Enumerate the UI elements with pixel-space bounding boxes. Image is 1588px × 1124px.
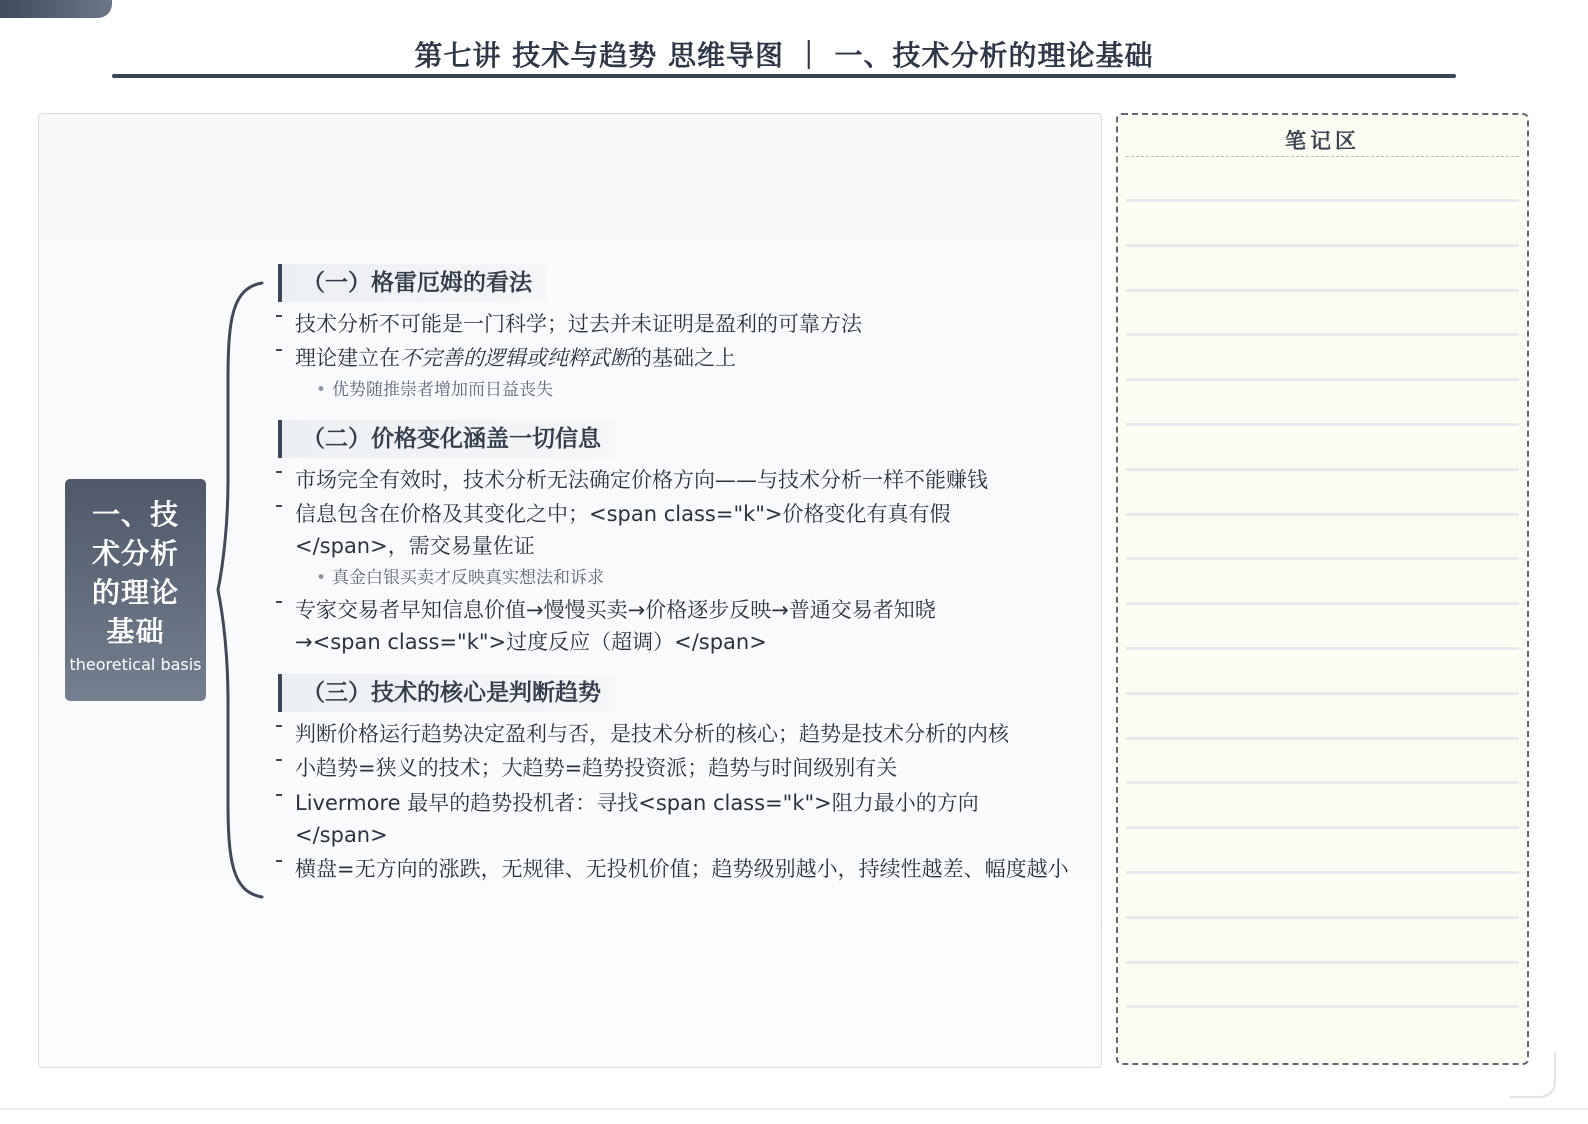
page-title: 第七讲 技术与趋势 思维导图 ｜ 一、技术分析的理论基础 [414,39,1154,72]
bullet-dot [276,794,282,798]
note-line [1126,602,1519,605]
note-line [1126,826,1519,829]
title-underline [112,74,1456,78]
notes-title: 笔记区 [1285,129,1360,153]
note-line [1126,199,1519,202]
bullet-item: 专家交易者早知信息价值→慢慢买卖→价格逐步反映→普通交易者知晓→<span class="k">过度反应（超调）</span> [276,594,1006,658]
note-line [1126,692,1519,695]
note-line [1126,378,1519,381]
bullet-item: 小趋势=狭义的技术；大趋势=趋势投资派；趋势与时间级别有关 [276,752,1076,784]
bullet-item: 判断价格运行趋势决定盈利与否，是技术分析的核心；趋势是技术分析的内核 [276,718,1076,750]
note-line [1126,468,1519,471]
sub-bullet-dot: • [316,568,327,588]
notes-panel[interactable] [1116,113,1529,1065]
corner-tab-decoration [0,0,112,18]
note-line [1126,557,1519,560]
note-line [1126,423,1519,426]
note-line [1126,781,1519,784]
section-heading-2: （二）价格变化涵盖一切信息 [278,420,615,458]
note-line [1126,916,1519,919]
note-line [1126,1005,1519,1008]
bullet-dot [276,315,282,319]
bullet-dot [276,601,282,605]
bullet-dot [276,759,282,763]
bullet-item: 信息包含在价格及其变化之中；<span class="k">价格变化有真有假</span>，需交易量佐证 [276,498,996,562]
bullet-item: Livermore 最早的趋势投机者：寻找<span class="k">阻力最小的方向</span> [276,787,1016,851]
note-line [1126,647,1519,650]
bottom-rule [0,1108,1588,1110]
section-heading-3: （三）技术的核心是判断趋势 [278,674,615,712]
sub-item: • 真金白银买卖才反映真实想法和诉求 [316,568,605,588]
note-line [1126,333,1519,336]
root-title: 一、技术分析的理论基础 [91,498,179,648]
sub-bullet-dot: • [316,380,327,400]
note-line [1126,961,1519,964]
corner-decoration [1510,1052,1556,1098]
bullet-item: 技术分析不可能是一门科学；过去并未证明是盈利的可靠方法 [276,308,1076,340]
root-node [65,479,206,701]
bullet-dot [276,349,282,353]
bullet-item: 横盘=无方向的涨跌，无规律、无投机价值；趋势级别越小，持续性越差、幅度越小 [276,853,1076,885]
note-line [1126,244,1519,247]
note-line [1126,871,1519,874]
sub-item: • 优势随推崇者增加而日益丧失 [316,380,554,400]
bullet-dot [276,505,282,509]
note-line [1126,289,1519,292]
root-subtitle: theoretical basis [69,655,202,674]
notes-divider [1126,156,1519,157]
emphasis-text: 不完善的逻辑或纯粹武断 [400,346,631,370]
bullet-dot [276,471,282,475]
note-line [1126,737,1519,740]
branch-brace [212,280,268,900]
bullet-dot [276,725,282,729]
note-line [1126,513,1519,516]
bullet-item: 市场完全有效时，技术分析无法确定价格方向——与技术分析一样不能赚钱 [276,464,1076,496]
section-heading-1: （一）格雷厄姆的看法 [278,264,546,302]
bullet-dot [276,860,282,864]
bullet-item: 理论建立在不完善的逻辑或纯粹武断的基础之上 [276,342,1076,374]
